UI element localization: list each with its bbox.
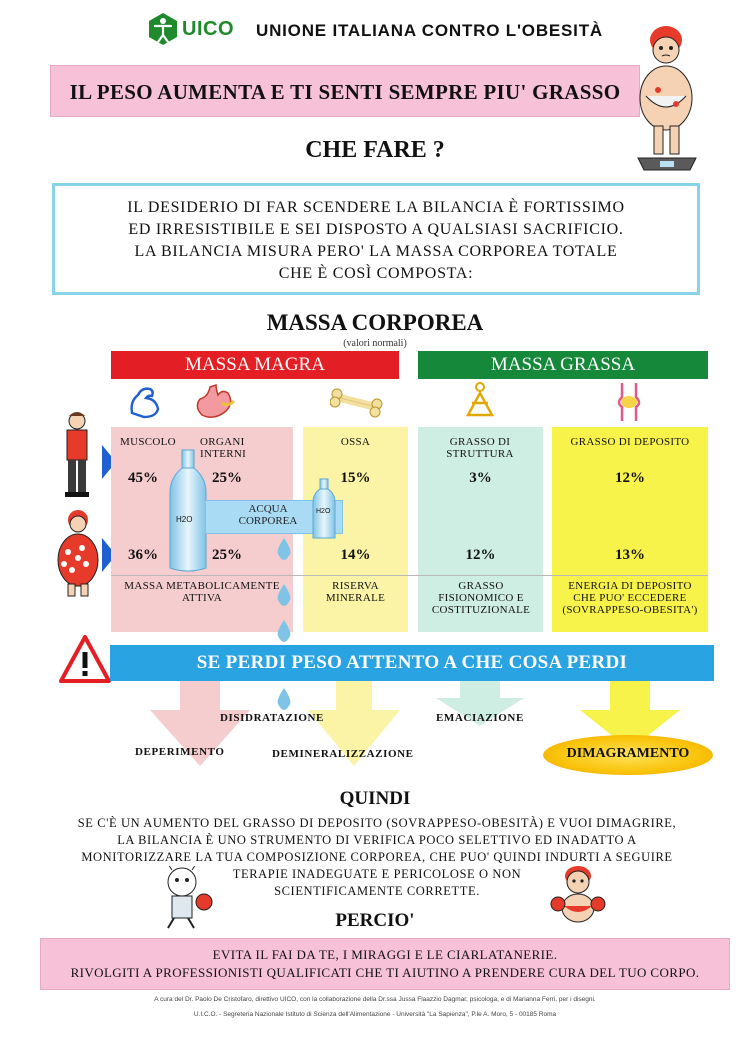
water-drop-icon (276, 538, 292, 560)
warning-triangle-icon (58, 634, 112, 684)
quindi-line: SE C'È UN AUMENTO DEL GRASSO DI DEPOSITO (SOVRAPPESO-OBESITÀ) E VUOI DIMAGRIRE, (77, 816, 677, 830)
organi-male-value: 25% (212, 470, 242, 486)
organi-label: ORGANI INTERNI (200, 436, 247, 460)
struttura-female-value: 12% (465, 547, 496, 563)
address-text: U.I.C.O. - Segreteria Nazionale Istituto di Scienza dell'Alimentazione - Università "La Sapienza", P.le A. Moro, 5 - 00185 Roma (193, 1011, 557, 1018)
intro-line: CHE È COSÌ COMPOSTA: (278, 265, 474, 282)
struttura-male-value: 3% (469, 470, 492, 486)
magra-footer-label: MASSA METABOLICAMENTE ATTIVA (124, 580, 280, 604)
dimagramento-label: DIMAGRAMENTO (566, 746, 690, 761)
muscolo-male-value: 45% (128, 470, 158, 486)
intro-line: ED IRRESISTIBILE E SEI DISPOSTO A QUALSIASI SACRIFICIO. (128, 221, 624, 238)
quindi-line: SCIENTIFICAMENTE CORRETTE. (274, 884, 480, 898)
muscolo-label: MUSCOLO (120, 436, 176, 448)
quindi-line: TERAPIE INADEGUATE E PERICOLOSE O NON (232, 867, 522, 881)
massa-subtitle: (valori normali) (343, 338, 407, 349)
percio-heading: PERCIO' (335, 910, 415, 931)
structure-fat-icon (462, 381, 498, 419)
muscle-arm-icon (126, 383, 166, 421)
bone-icon (330, 388, 384, 418)
ossa-footer-label: RISERVA MINERALE (325, 580, 386, 604)
quindi-line: MONITORIZZARE LA TUA COMPOSIZIONE CORPOREA, CHE PUO' QUINDI INDURTI A SEGUIRE (81, 850, 673, 864)
quindi-line: LA BILANCIA È UNO STRUMENTO DI VERIFICA POCO SELETTIVO ED INADATTO A (117, 833, 637, 847)
water-bottle-icon (168, 448, 208, 574)
man-figure-illustration (58, 410, 96, 500)
org-name: UNIONE ITALIANA CONTRO L'OBESITÀ (256, 21, 603, 40)
question-heading: CHE FARE ? (305, 137, 445, 163)
water-drop-icon (276, 620, 292, 642)
demineralizzazione-label: DEMINERALIZZAZIONE (272, 748, 414, 760)
water-symbol-small: H2O (316, 508, 331, 515)
deperimento-label: DEPERIMENTO (135, 746, 225, 758)
massa-magra-header: MASSA MAGRA (111, 351, 399, 379)
knee-joint-icon (612, 381, 646, 423)
percio-line: EVITA IL FAI DA TE, I MIRAGGI E LE CIARLATANERIE. (212, 947, 558, 962)
ossa-label: OSSA (340, 436, 371, 448)
intro-line: IL DESIDERIO DI FAR SCENDERE LA BILANCIA È FORTISSIMO (127, 199, 625, 216)
ossa-male-value: 15% (340, 470, 371, 486)
row-divider (111, 575, 708, 576)
disidratazione-label: DISIDRATAZIONE (220, 712, 324, 724)
bottom-banner (40, 938, 730, 990)
top-banner (50, 65, 640, 117)
organi-female-value: 25% (212, 547, 242, 563)
top-banner-text: IL PESO AUMENTA E TI SENTI SEMPRE PIU' GRASSO (69, 80, 621, 104)
percio-line: RIVOLGITI A PROFESSIONISTI QUALIFICATI CHE TI AIUTINO A PRENDERE CURA DEL TUO CORPO. (70, 965, 700, 980)
deposito-male-value: 12% (615, 470, 645, 486)
deposito-footer-label: ENERGIA DI DEPOSITO CHE PUO' ECCEDERE (SOVRAPPESO-OBESITA') (562, 580, 698, 616)
intro-line: LA BILANCIA MISURA PERO' LA MASSA CORPOREA TOTALE (134, 243, 618, 260)
deposito-female-value: 13% (615, 547, 645, 563)
stomach-organ-icon (190, 383, 240, 421)
deposito-label: GRASSO DI DEPOSITO (570, 436, 690, 448)
credits-text: A cura del Dr. Paolo De Cristofaro, direttivo UICO, con la collaborazione della Dr.ssa Jussa Flaazzio Dagmar, psicologa, e di Marianna Ferri, per i disegni. (154, 996, 596, 1003)
struttura-footer-label: GRASSO FISIONOMICO E COSTITUZIONALE (431, 580, 531, 616)
acqua-corporea-label: ACQUA CORPOREA (238, 503, 298, 527)
warning-banner-text: SE PERDI PESO ATTENTO A CHE COSA PERDI (196, 652, 628, 673)
ossa-female-value: 14% (340, 547, 371, 563)
water-symbol-big: H2O (176, 515, 193, 524)
muscolo-female-value: 36% (128, 547, 158, 563)
intro-box (52, 183, 700, 295)
quindi-heading: QUINDI (339, 788, 411, 809)
struttura-label: GRASSO DI STRUTTURA (446, 436, 514, 460)
massa-title: MASSA CORPOREA (266, 310, 484, 335)
logo-figure-icon (148, 12, 178, 46)
woman-figure-illustration (54, 508, 102, 600)
logo-text: UICO (182, 18, 234, 40)
emaciazione-label: EMACIAZIONE (436, 712, 524, 724)
massa-grassa-header: MASSA GRASSA (418, 351, 708, 379)
